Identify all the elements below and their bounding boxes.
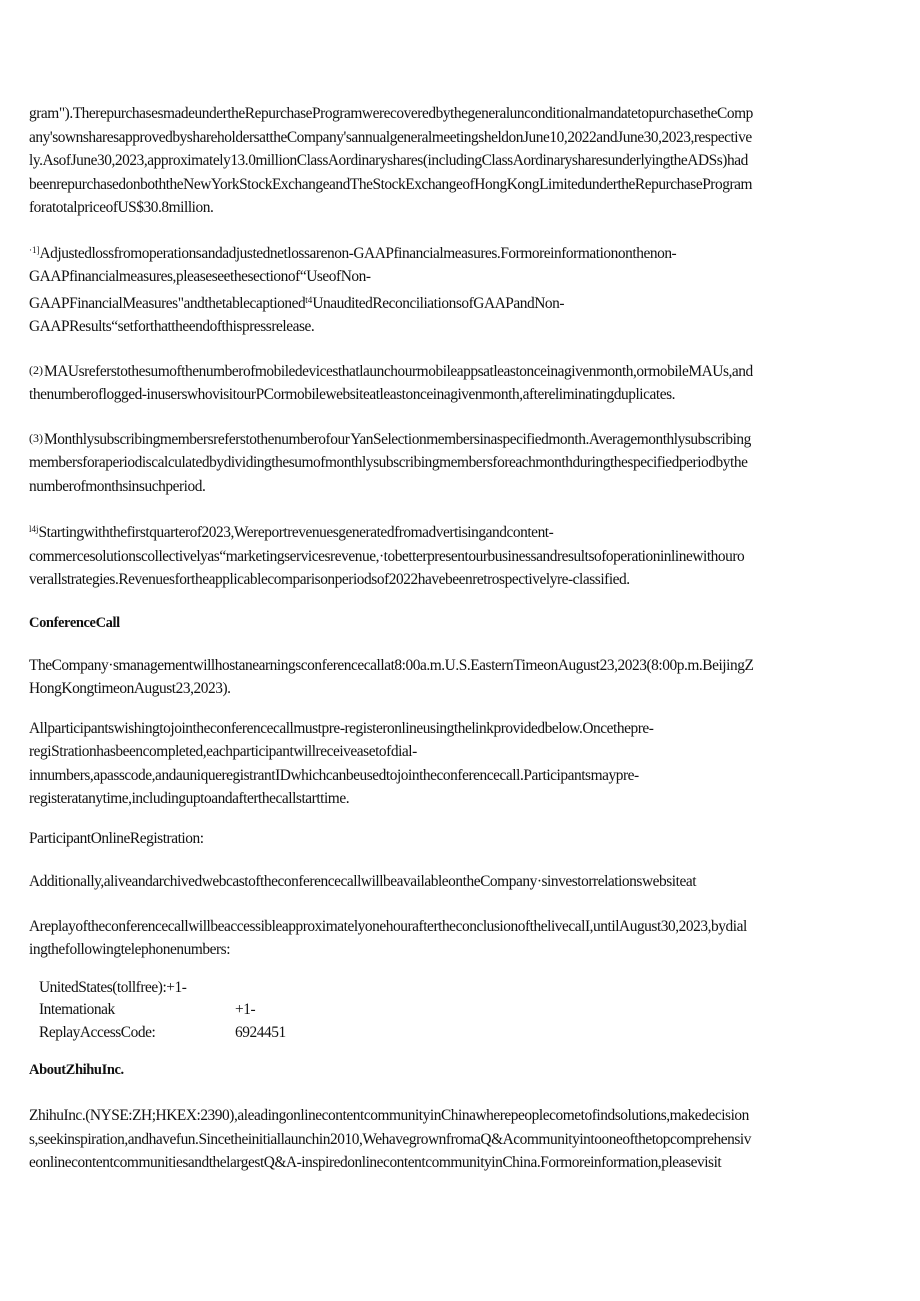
text-line: ingthefollowingtelephonenumbers: — [29, 941, 231, 958]
table-row — [39, 977, 885, 1000]
text-line — [29, 518, 885, 545]
text-line: s,seekinspiration,andhavefun.Sincetheinitiallaunchin2010,WehavegrownfromaQ&Acommunityintooneofthetopcomprehensiv — [29, 1130, 751, 1148]
footnote-text: UnauditedReconciliationsofGAAPandNon- — [312, 294, 565, 312]
text-line: ly.AsofJune30,2023,approximately13.0millionClassAordinaryshares(includingClassAordinarysharesunderlyingtheADSs)had — [29, 152, 748, 169]
footnote-marker: (3) — [29, 430, 43, 445]
text-line: numberofmonthsinsuchperiod. — [29, 477, 206, 495]
footnote-2 — [29, 359, 885, 407]
footnote-text: MAUsreferstothesumofthenumberofmobiledevicesthatlaunchourmobileappsatleastonceinagivenmonth,ormobileMAUs,and — [44, 362, 753, 380]
footnote-4 — [29, 518, 885, 592]
footnote-3 — [29, 427, 885, 499]
footnote-text: GAAPFinancialMeasures"andthetablecaptioned — [29, 294, 306, 312]
text-line: Additionally,aliveandarchivedwebcastoftheconferencecallwillbeavailableontheCompany·sinvestorrelationswebsiteat — [29, 873, 697, 890]
replay-label: Intemationak — [39, 1001, 115, 1018]
text-line: eonlinecontentcommunitiesandthelargestQ&A-inspiredonlinecontentcommunityinChina.Formoreinformation,pleasevisit — [29, 1154, 722, 1171]
footnote-text: Monthlysubscribingmembersreferstothenumberofour YanSelectionmembersinaspecifiedmonth.Averagemonthlysubscribing — [44, 430, 751, 448]
text-line — [29, 289, 885, 316]
text-line: verallstrategies.Revenuesfortheapplicablecomparisonperiodsof2022havebeenretrospectivelyre-classified. — [29, 571, 630, 588]
replay-paragraph — [29, 915, 885, 962]
text-line: AreplayoftheconferencecallwillbeaccessibleapproximatelyonehouraftertheconclusionofthelivecalI,untilAugust30,2023,bydial — [29, 917, 747, 935]
replay-value: +1- — [235, 1001, 256, 1018]
text-line — [29, 359, 885, 384]
replay-value: 6924451 — [235, 1023, 286, 1041]
text-line: commercesolutionscollectivelyas“marketingservicesrevenue,·tobetterpresentourbusinessandresultsofoperationinlinewithouro — [29, 547, 745, 565]
webcast-paragraph — [29, 870, 885, 894]
footnote-marker: (2) — [29, 362, 43, 377]
footnote-text: Startingwiththefirstquarterof2023,Wereportrevenuesgeneratedfromadvertisingandcontent- — [38, 524, 554, 541]
text-line: GAAPfinancialmeasures,pleaseseethesectionof“UseofNon- — [29, 268, 371, 285]
text-line: registeratanytime,includinguptoandafterthecallstarttime. — [29, 790, 350, 807]
document-page — [29, 102, 885, 1175]
registration-paragraph — [29, 717, 885, 811]
text-line: HongKongtimeonAugust23,2023). — [29, 680, 231, 697]
text-line: TheCompany·smanagementwillhostanearningsconferencecallat8:00a.m.U.S.EasternTimeonAugust23,2023(8:00p.m.BeijingZ — [29, 656, 754, 674]
conference-call-heading: ConferenceCall — [29, 614, 120, 631]
text-line — [29, 239, 885, 266]
text-line: beenrepurchasedonboththeNewYorkStockExchangeandTheStockExchangeofHongKongLimitedundertheRepurchaseProgram — [29, 175, 753, 193]
table-row — [39, 999, 885, 1022]
about-paragraph — [29, 1104, 885, 1175]
text-line: innumbers,apasscode,andauniqueregistrantIDwhichcanbeusedtojointheconferencecall.Participantsmaypre- — [29, 766, 639, 784]
conference-intro — [29, 654, 885, 701]
repurchase-paragraph — [29, 102, 885, 220]
replay-label: UnitedStates(tollfree):+1- — [39, 978, 187, 996]
text-line: any'sownsharesapprovedbyshareholdersattheCompany'sannualgeneralmeetingsheldonJune10,2022andJune30,2023,respective — [29, 128, 752, 146]
footnote-text: Adjustedlossfromoperationsandadjustednetlossarenon-GAAPfinancialmeasures.Formoreinformationonthenon- — [39, 244, 677, 262]
text-line: regiStrationhasbeencompleted,eachparticipantwillreceiveasetofdial- — [29, 743, 417, 760]
text-line: gram").TherepurchasesmadeundertheRepurchaseProgramwerecoveredbythegeneralunconditionalmandatetopurchasetheComp — [29, 105, 753, 122]
footnote-marker: t4 — [305, 294, 313, 305]
text-line: Allparticipantswishingtojointheconferencecallmustpre-registeronlineusingthelinkprovidedbelow.Oncethepre- — [29, 719, 654, 737]
text-line: foratotalpriceofUS$30.8million. — [29, 199, 214, 216]
table-row — [39, 1022, 885, 1045]
text-line: ZhihuInc.(NYSE:ZH;HKEX:2390),aleadingonlinecontentcommunityinChinawherepeoplecometofindsolutions,makedecision — [29, 1107, 749, 1124]
text-line — [29, 427, 885, 452]
text-line: ParticipantOnlineRegistration: — [29, 829, 204, 847]
text-line: GAAPResults“setforthattheendofthispressrelease. — [29, 318, 315, 335]
text-line: thenumberoflogged-inuserswhovisitourPCormobilewebsiteatleastonceinagivenmonth,aftereliminatingduplicates. — [29, 386, 676, 403]
replay-label: ReplayAccessCode: — [39, 1023, 156, 1041]
about-heading: AboutZhihuInc. — [29, 1062, 124, 1078]
footnote-marker: ·1] — [29, 244, 40, 255]
online-registration — [29, 827, 885, 851]
replay-numbers-table — [39, 977, 885, 1045]
text-line: membersforaperiodiscalculatedbydividingthesumofmonthlysubscribingmembersforeachmonthduringthespecifiedperiodbythe — [29, 454, 748, 471]
footnote-1 — [29, 239, 885, 339]
footnote-marker: l4j — [29, 524, 39, 534]
